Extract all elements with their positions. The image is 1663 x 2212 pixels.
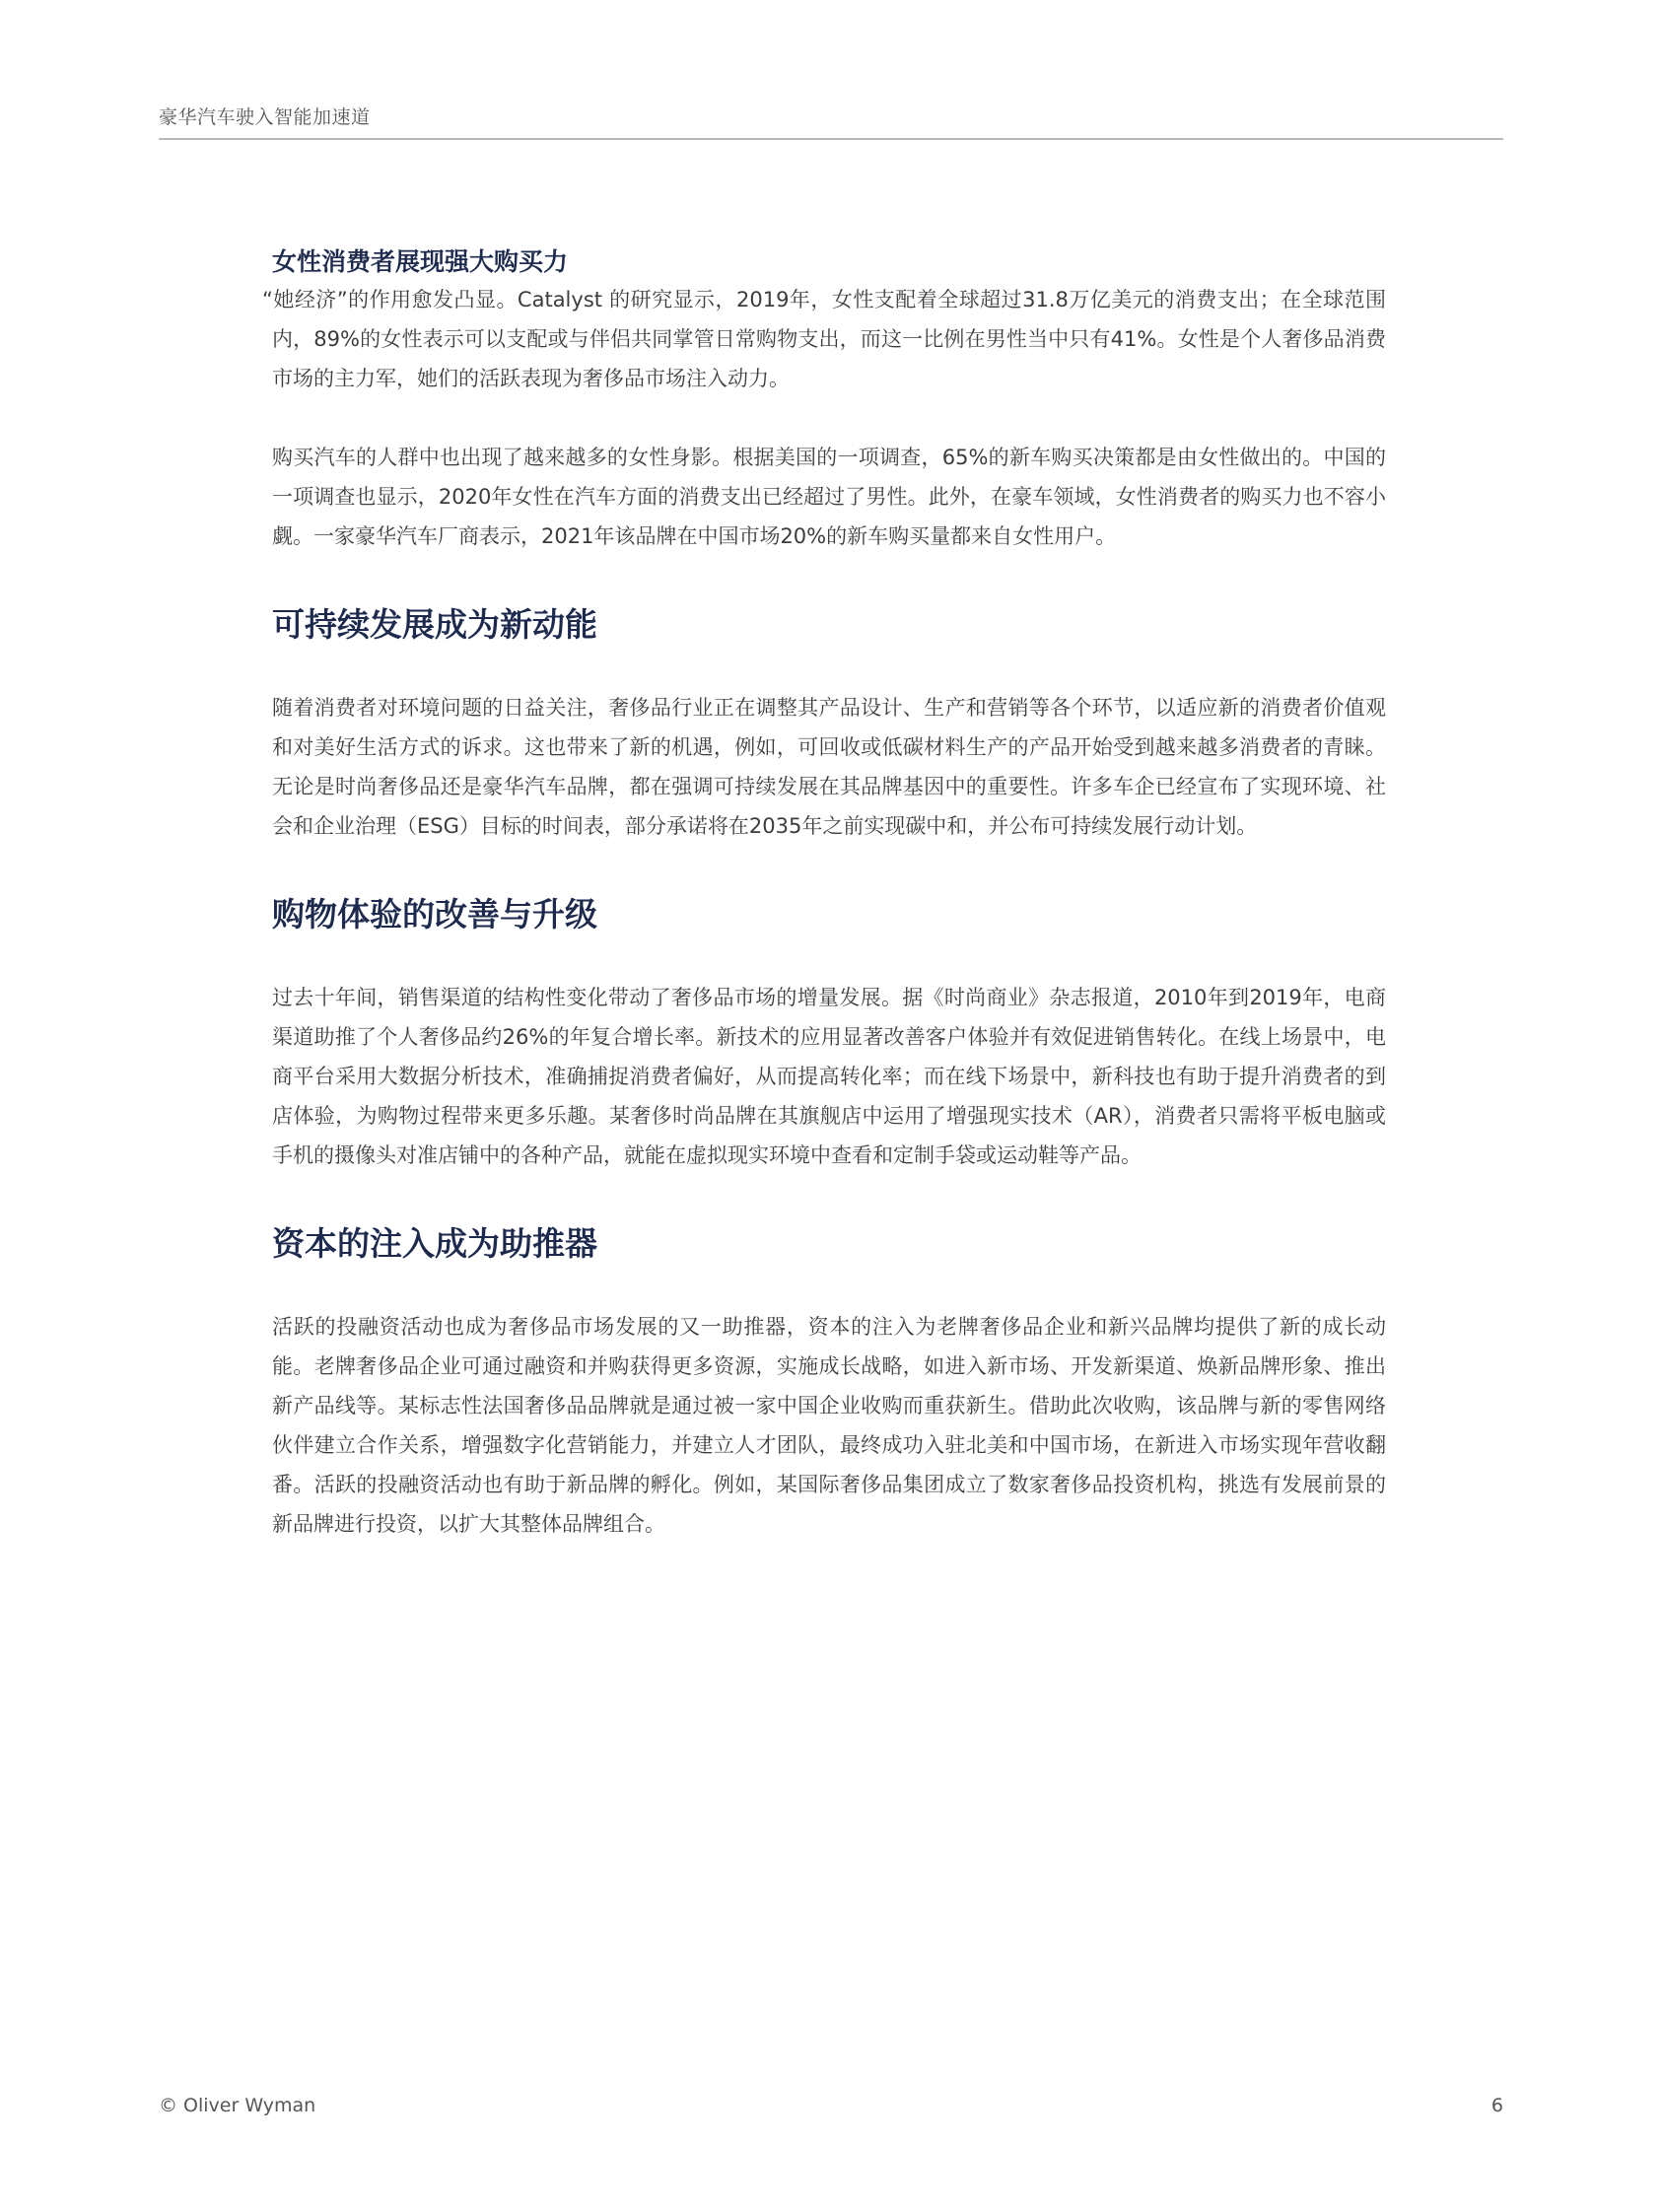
paragraph-female-car-buyers: 购买汽车的人群中也出现了越来越多的女性身影。根据美国的一项调查，65%的新车购买决策都是由女性做出的。中国的一项调查也显示，2020年女性在汽车方面的消费支出已经超过了男性。此外，在豪车领域，女性消费者的购买力也不容小觑。一家豪华汽车厂商表示，2021年该品牌在中国市场20%的新车购买量都来自女性用户。 [272, 446, 1386, 548]
paragraph-capital-injection: 活跃的投融资活动也成为奢侈品市场发展的又一助推器，资本的注入为老牌奢侈品企业和新兴品牌均提供了新的成长动能。老牌奢侈品企业可通过融资和并购获得更多资源，实施成长战略，如进入新市场、开发新渠道、焕新品牌形象、推出新产品线等。某标志性法国奢侈品品牌就是通过被一家中国企业收购而重获新生。借助此次收购，该品牌与新的零售网络伙伴建立合作关系，增强数字化营销能力，并建立人才团队，最终成功入驻北美和中国市场，在新进入市场实现年营收翻番。活跃的投融资活动也有助于新品牌的孵化。例如，某国际奢侈品集团成立了数家奢侈品投资机构，挑选有发展前景的新品牌进行投资，以扩大其整体品牌组合。 [272, 1315, 1386, 1536]
paragraph-sustainability: 随着消费者对环境问题的日益关注，奢侈品行业正在调整其产品设计、生产和营销等各个环节，以适应新的消费者价值观和对美好生活方式的诉求。这也带来了新的机遇，例如，可回收或低碳材料生产的产品开始受到越来越多消费者的青睐。无论是时尚奢侈品还是豪华汽车品牌，都在强调可持续发展在其品牌基因中的重要性。许多车企已经宣布了实现环境、社会和企业治理（ESG）目标的时间表，部分承诺将在2035年之前实现碳中和，并公布可持续发展行动计划。 [272, 696, 1386, 838]
header-divider [159, 138, 1503, 140]
page-content [262, 244, 1386, 1544]
heading-shopping-experience: 购物体验的改善与升级 [272, 895, 597, 933]
paragraph-she-economy: “她经济”的作用愈发凸显。Catalyst 的研究显示，2019年，女性支配着全球超过31.8万亿美元的消费支出；在全球范围内，89%的女性表示可以支配或与伴侣共同掌管日常购物支出，而这一比例在男性当中只有41%。女性是个人奢侈品消费市场的主力军，她们的活跃表现为奢侈品市场注入动力。 [262, 288, 1386, 390]
heading-sustainability: 可持续发展成为新动能 [272, 605, 597, 644]
running-header: 豪华汽车驶入智能加速道 [159, 106, 371, 128]
footer-copyright: © Oliver Wyman [159, 2095, 316, 2116]
page-number: 6 [1490, 2095, 1503, 2116]
subheading-female-consumers: 女性消费者展现强大购买力 [272, 247, 569, 276]
heading-capital-injection: 资本的注入成为助推器 [272, 1224, 597, 1263]
paragraph-shopping-experience: 过去十年间，销售渠道的结构性变化带动了奢侈品市场的增量发展。据《时尚商业》杂志报道，2010年到2019年，电商渠道助推了个人奢侈品约26%的年复合增长率。新技术的应用显著改善客户体验并有效促进销售转化。在线上场景中，电商平台采用大数据分析技术，准确捕捉消费者偏好，从而提高转化率；而在线下场景中，新科技也有助于提升消费者的到店体验，为购物过程带来更多乐趣。某奢侈时尚品牌在其旗舰店中运用了增强现实技术（AR），消费者只需将平板电脑或手机的摄像头对准店铺中的各种产品，就能在虚拟现实环境中查看和定制手袋或运动鞋等产品。 [272, 986, 1386, 1167]
